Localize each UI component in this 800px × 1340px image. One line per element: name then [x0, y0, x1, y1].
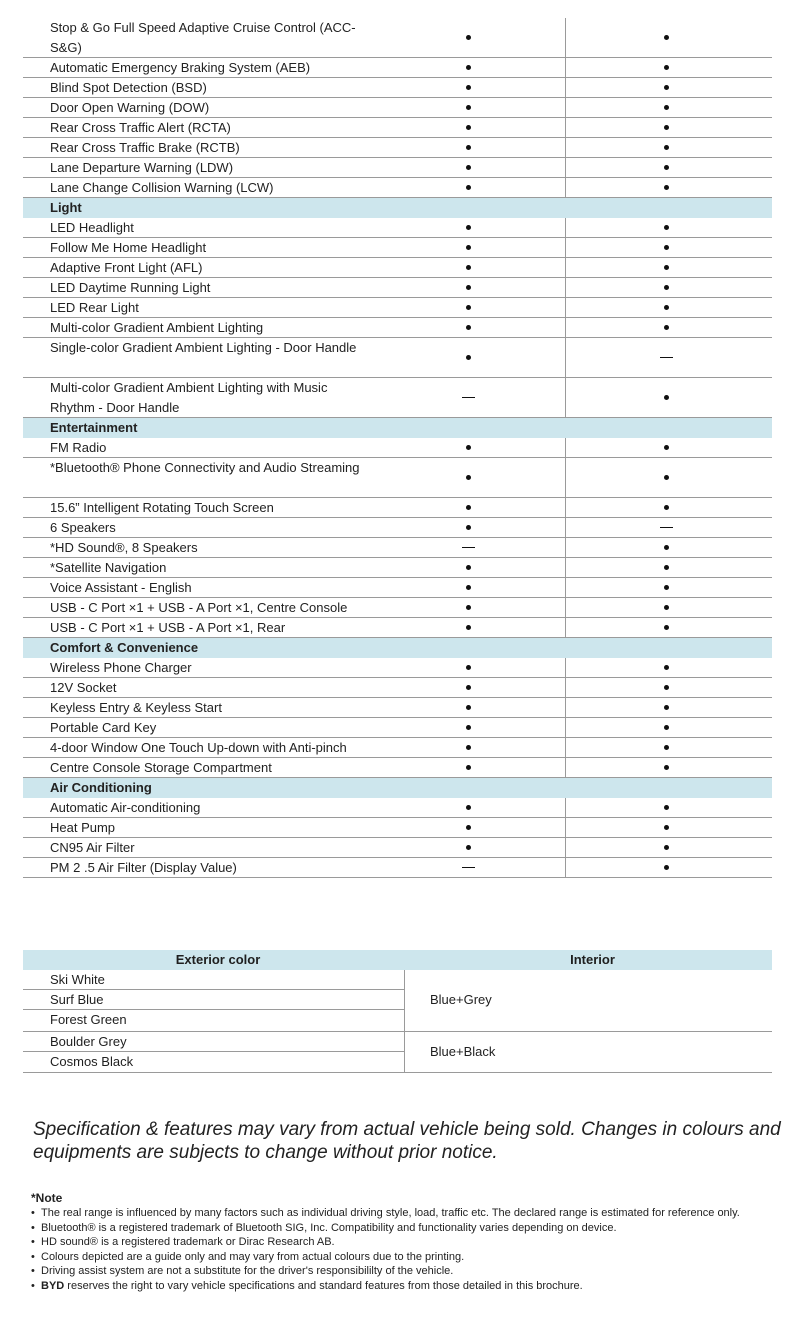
feature-label: Automatic Air-conditioning [50, 800, 201, 815]
feature-row [23, 818, 772, 838]
trim-1-cell [368, 498, 568, 517]
trim-2-cell [565, 518, 766, 537]
trim-2-cell [565, 158, 766, 177]
standard-dot-icon [466, 325, 471, 330]
feature-row [23, 658, 772, 678]
trim-2-cell [565, 498, 766, 517]
note-item-brand: • BYD reserves the right to vary vehicle specifications and standard features from those detailed in this brochure. [31, 1279, 583, 1292]
interior-group-divider [404, 1031, 772, 1032]
feature-label: Voice Assistant - English [50, 580, 192, 595]
trim-2-cell [565, 538, 766, 557]
feature-row [23, 78, 772, 98]
trim-2-cell [565, 578, 766, 597]
trim-1-cell [368, 298, 568, 317]
trim-2-cell [565, 558, 766, 577]
standard-dot-icon [664, 285, 669, 290]
feature-label: PM 2 .5 Air Filter (Display Value) [50, 860, 237, 875]
feature-label: Single-color Gradient Ambient Lighting - Door Handle [50, 340, 357, 355]
standard-dot-icon [466, 845, 471, 850]
notes-section [31, 1190, 771, 1293]
trim-1-cell [368, 578, 568, 597]
standard-dot-icon [664, 625, 669, 630]
feature-row [23, 278, 772, 298]
trim-1-cell [368, 718, 568, 737]
feature-label: Centre Console Storage Compartment [50, 760, 272, 775]
interior-blue-black: Blue+Black [430, 1044, 496, 1059]
trim-2-cell [565, 758, 766, 777]
trim-2-cell [565, 598, 766, 617]
standard-dot-icon [466, 475, 471, 480]
standard-dot-icon [466, 805, 471, 810]
standard-dot-icon [466, 125, 471, 130]
standard-dot-icon [466, 605, 471, 610]
standard-dot-icon [664, 805, 669, 810]
standard-dot-icon [466, 505, 471, 510]
feature-row [23, 378, 772, 418]
standard-dot-icon [664, 745, 669, 750]
not-available-dash-icon [660, 357, 673, 359]
trim-2-cell [565, 378, 766, 417]
feature-label: Rear Cross Traffic Brake (RCTB) [50, 140, 240, 155]
trim-2-cell [565, 98, 766, 117]
standard-dot-icon [466, 585, 471, 590]
standard-dot-icon [664, 125, 669, 130]
exterior-color-forest-green: Forest Green [50, 1012, 127, 1027]
trim-1-cell [368, 838, 568, 857]
feature-row [23, 178, 772, 198]
standard-dot-icon [664, 865, 669, 870]
trim-1-cell [368, 158, 568, 177]
feature-label: Heat Pump [50, 820, 116, 835]
feature-row [23, 298, 772, 318]
feature-label: Keyless Entry & Keyless Start [50, 700, 222, 715]
feature-label: Stop & Go Full Speed Adaptive Cruise Control (ACC-S&G) [50, 20, 356, 55]
standard-dot-icon [466, 105, 471, 110]
feature-label: 15.6” Intelligent Rotating Touch Screen [50, 500, 274, 515]
trim-1-cell [368, 178, 568, 197]
feature-label: Automatic Emergency Braking System (AEB) [50, 60, 311, 75]
feature-row [23, 718, 772, 738]
exterior-color-boulder-grey: Boulder Grey [23, 1031, 404, 1052]
standard-dot-icon [664, 765, 669, 770]
standard-dot-icon [664, 245, 669, 250]
trim-1-cell [368, 858, 568, 877]
exterior-color-header: Exterior color [175, 952, 261, 967]
notes-title: *Note [31, 1191, 63, 1205]
standard-dot-icon [466, 85, 471, 90]
standard-dot-icon [466, 265, 471, 270]
trim-1-cell [368, 458, 568, 497]
note-item: • The real range is influenced by many factors such as individual driving style, load, traffic etc. The declared range is estimated for reference only. [31, 1207, 740, 1219]
standard-dot-icon [664, 705, 669, 710]
section-title: Comfort & Convenience [50, 640, 199, 655]
color-table [23, 950, 772, 1073]
standard-dot-icon [664, 265, 669, 270]
feature-label: Lane Change Collision Warning (LCW) [50, 180, 274, 195]
trim-2-cell [565, 658, 766, 677]
feature-label: Follow Me Home Headlight [50, 240, 207, 255]
standard-dot-icon [466, 165, 471, 170]
standard-dot-icon [664, 165, 669, 170]
section-title: Light [50, 200, 82, 215]
trim-2-cell [565, 858, 766, 877]
feature-label: Blind Spot Detection (BSD) [50, 80, 207, 95]
standard-dot-icon [466, 35, 471, 40]
feature-row [23, 458, 772, 498]
standard-dot-icon [664, 35, 669, 40]
note-item: • Bluetooth® is a registered trademark of Bluetooth SIG, Inc. Compatibility and functionality varies depending on device. [31, 1221, 617, 1234]
feature-row [23, 158, 772, 178]
feature-label: 12V Socket [50, 680, 117, 695]
feature-row [23, 678, 772, 698]
trim-1-cell [368, 338, 568, 377]
trim-1-cell [368, 278, 568, 297]
standard-dot-icon [664, 475, 669, 480]
standard-dot-icon [664, 305, 669, 310]
standard-dot-icon [466, 285, 471, 290]
feature-row [23, 98, 772, 118]
trim-1-cell [368, 258, 568, 277]
color-table-divider [404, 970, 405, 1072]
trim-2-cell [565, 738, 766, 757]
standard-dot-icon [466, 145, 471, 150]
standard-dot-icon [664, 65, 669, 70]
feature-label: *Satellite Navigation [50, 560, 167, 575]
standard-dot-icon [466, 305, 471, 310]
feature-label: Adaptive Front Light (AFL) [50, 260, 203, 275]
standard-dot-icon [466, 565, 471, 570]
feature-row [23, 838, 772, 858]
feature-row [23, 238, 772, 258]
trim-2-cell [565, 138, 766, 157]
standard-dot-icon [664, 665, 669, 670]
trim-2-cell [565, 618, 766, 637]
feature-label: Wireless Phone Charger [50, 660, 192, 675]
trim-1-cell [368, 798, 568, 817]
feature-row [23, 578, 772, 598]
interior-blue-grey: Blue+Grey [430, 992, 492, 1007]
feature-label: *HD Sound®, 8 Speakers [50, 540, 198, 555]
not-available-dash-icon [462, 397, 475, 399]
standard-dot-icon [466, 65, 471, 70]
not-available-dash-icon [462, 547, 475, 549]
trim-2-cell [565, 718, 766, 737]
color-table-header [23, 950, 772, 970]
trim-1-cell [368, 818, 568, 837]
standard-dot-icon [466, 745, 471, 750]
feature-row [23, 538, 772, 558]
standard-dot-icon [664, 225, 669, 230]
feature-label: LED Daytime Running Light [50, 280, 211, 295]
note-item: • Driving assist system are not a substitute for the driver's responsibililty of the vehicle. [31, 1265, 454, 1277]
feature-row [23, 698, 772, 718]
trim-1-cell [368, 18, 568, 57]
trim-1-cell [368, 78, 568, 97]
standard-dot-icon [466, 705, 471, 710]
trim-2-cell [565, 698, 766, 717]
feature-label: CN95 Air Filter [50, 840, 135, 855]
standard-dot-icon [664, 685, 669, 690]
trim-1-cell [368, 438, 568, 457]
feature-row [23, 798, 772, 818]
feature-label: Multi-color Gradient Ambient Lighting [50, 320, 264, 335]
standard-dot-icon [466, 185, 471, 190]
feature-label: Portable Card Key [50, 720, 157, 735]
trim-1-cell [368, 518, 568, 537]
standard-dot-icon [664, 545, 669, 550]
trim-2-cell [565, 238, 766, 257]
trim-2-cell [565, 118, 766, 137]
trim-1-cell [368, 98, 568, 117]
note-item: • HD sound® is a registered trademark or Dirac Research AB. [31, 1236, 335, 1248]
trim-1-cell [368, 218, 568, 237]
trim-1-cell [368, 618, 568, 637]
trim-1-cell [368, 538, 568, 557]
feature-row [23, 118, 772, 138]
trim-2-cell [565, 18, 766, 57]
specification-disclaimer: Specification & features may vary from actual vehicle being sold. Changes in colours and equipments are subjects to change without prior notice. [33, 1119, 781, 1163]
standard-dot-icon [664, 605, 669, 610]
trim-1-cell [368, 678, 568, 697]
standard-dot-icon [466, 825, 471, 830]
trim-1-cell [368, 378, 568, 417]
trim-1-cell [368, 558, 568, 577]
standard-dot-icon [466, 765, 471, 770]
standard-dot-icon [664, 145, 669, 150]
section-header [23, 418, 772, 438]
feature-label: *Bluetooth® Phone Connectivity and Audio Streaming [50, 460, 360, 475]
exterior-color-cosmos-black: Cosmos Black [50, 1054, 134, 1069]
standard-dot-icon [664, 845, 669, 850]
standard-dot-icon [664, 825, 669, 830]
trim-2-cell [565, 798, 766, 817]
feature-label: Door Open Warning (DOW) [50, 100, 210, 115]
feature-row [23, 558, 772, 578]
feature-label: USB - C Port ×1 + USB - A Port ×1, Rear [50, 620, 286, 635]
trim-2-cell [565, 278, 766, 297]
standard-dot-icon [664, 445, 669, 450]
standard-dot-icon [466, 355, 471, 360]
trim-2-cell [565, 298, 766, 317]
trim-2-cell [565, 438, 766, 457]
section-title: Entertainment [50, 420, 138, 435]
trim-2-cell [565, 678, 766, 697]
feature-row [23, 338, 772, 378]
trim-2-cell [565, 318, 766, 337]
standard-dot-icon [466, 725, 471, 730]
standard-dot-icon [664, 585, 669, 590]
feature-row [23, 138, 772, 158]
exterior-color-ski-white: Ski White [23, 970, 404, 990]
brand-name: BYD [41, 1279, 65, 1292]
trim-2-cell [565, 258, 766, 277]
trim-1-cell [368, 238, 568, 257]
not-available-dash-icon [660, 527, 673, 529]
standard-dot-icon [664, 105, 669, 110]
trim-1-cell [368, 138, 568, 157]
not-available-dash-icon [462, 867, 475, 869]
trim-1-cell [368, 738, 568, 757]
feature-row [23, 438, 772, 458]
trim-2-cell [565, 458, 766, 497]
feature-row [23, 758, 772, 778]
feature-label: Multi-color Gradient Ambient Lighting with Music Rhythm - Door Handle [50, 380, 328, 415]
trim-1-cell [368, 598, 568, 617]
feature-row [23, 218, 772, 238]
feature-label: FM Radio [50, 440, 107, 455]
standard-dot-icon [466, 225, 471, 230]
feature-row [23, 498, 772, 518]
trim-2-cell [565, 78, 766, 97]
section-header [23, 638, 772, 658]
feature-row [23, 58, 772, 78]
feature-row [23, 18, 772, 58]
trim-2-cell [565, 178, 766, 197]
feature-row [23, 258, 772, 278]
feature-label: 4-door Window One Touch Up-down with Anti-pinch [50, 740, 347, 755]
feature-row [23, 518, 772, 538]
standard-dot-icon [664, 725, 669, 730]
trim-1-cell [368, 58, 568, 77]
standard-dot-icon [466, 445, 471, 450]
feature-row [23, 318, 772, 338]
standard-dot-icon [466, 665, 471, 670]
feature-label: LED Headlight [50, 220, 134, 235]
trim-1-cell [368, 658, 568, 677]
feature-label: Lane Departure Warning (LDW) [50, 160, 234, 175]
interior-header: Interior [570, 952, 615, 967]
feature-label: LED Rear Light [50, 300, 139, 315]
trim-2-cell [565, 218, 766, 237]
trim-1-cell [368, 698, 568, 717]
trim-2-cell [565, 838, 766, 857]
standard-dot-icon [466, 525, 471, 530]
standard-dot-icon [466, 685, 471, 690]
trim-2-cell [565, 338, 766, 377]
feature-label: Rear Cross Traffic Alert (RCTA) [50, 120, 231, 135]
trim-1-cell [368, 318, 568, 337]
exterior-color-surf-blue: Surf Blue [23, 990, 404, 1010]
standard-dot-icon [664, 325, 669, 330]
standard-dot-icon [664, 185, 669, 190]
feature-row [23, 618, 772, 638]
standard-dot-icon [466, 245, 471, 250]
feature-label: 6 Speakers [50, 520, 116, 535]
feature-row [23, 858, 772, 878]
note-item: • Colours depicted are a guide only and may vary from actual colours due to the printing. [31, 1250, 465, 1263]
standard-dot-icon [466, 625, 471, 630]
feature-row [23, 738, 772, 758]
section-header [23, 198, 772, 218]
feature-row [23, 598, 772, 618]
trim-2-cell [565, 818, 766, 837]
trim-1-cell [368, 118, 568, 137]
feature-spec-table [23, 18, 772, 878]
standard-dot-icon [664, 395, 669, 400]
trim-1-cell [368, 758, 568, 777]
section-title: Air Conditioning [50, 780, 152, 795]
trim-2-cell [565, 58, 766, 77]
section-header [23, 778, 772, 798]
color-table-body [23, 970, 772, 1073]
standard-dot-icon [664, 565, 669, 570]
feature-label: USB - C Port ×1 + USB - A Port ×1, Centre Console [50, 600, 348, 615]
standard-dot-icon [664, 505, 669, 510]
standard-dot-icon [664, 85, 669, 90]
